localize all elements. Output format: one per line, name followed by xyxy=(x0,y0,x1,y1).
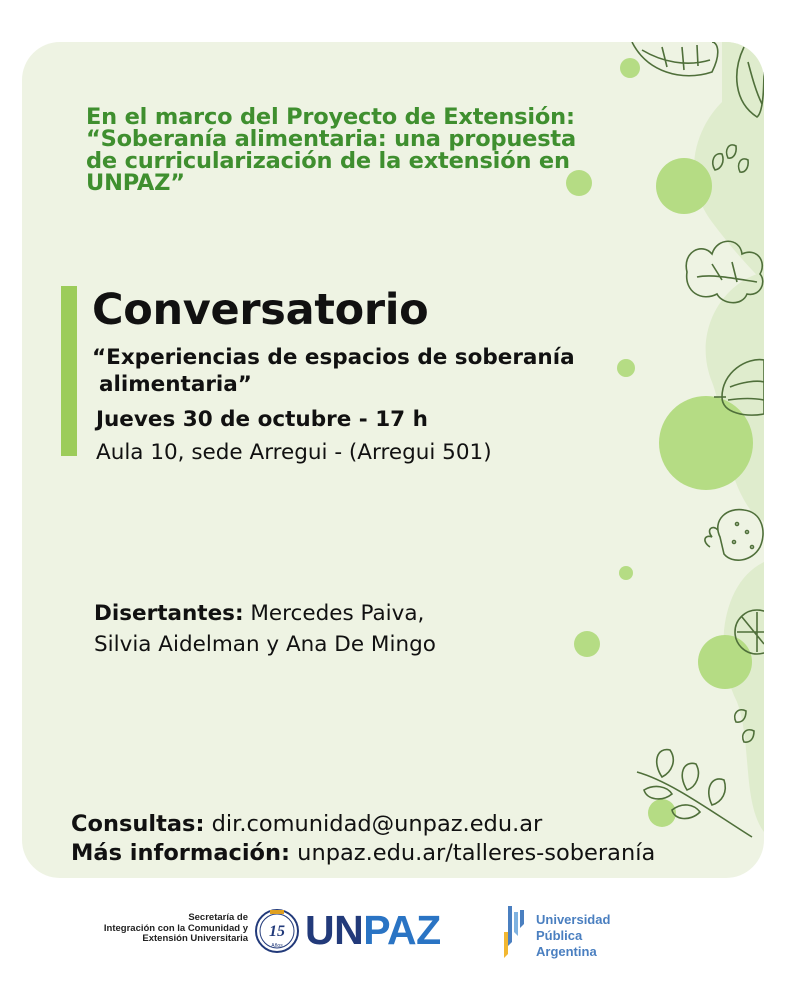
unpaz-logo-un: UN xyxy=(305,907,364,953)
event-title: Conversatorio xyxy=(92,285,429,335)
circle-deco xyxy=(620,58,640,78)
accent-bar xyxy=(61,286,77,456)
speakers-names: Silvia Aidelman y Ana De Mingo xyxy=(94,632,436,657)
universidad-publica-icon xyxy=(500,902,532,960)
green-blob-low xyxy=(723,562,764,832)
circle-deco xyxy=(698,635,752,689)
subtitle-line: “Experiencias de espacios de soberanía xyxy=(92,345,575,370)
speakers-names: Mercedes Paiva, xyxy=(243,601,425,626)
event-date: Jueves 30 de octubre - 17 h xyxy=(96,407,428,432)
speakers xyxy=(94,598,436,660)
project-line: de curricularización de la extensión en xyxy=(86,148,570,174)
green-blob-top xyxy=(694,42,764,282)
project-line: En el marco del Proyecto de Extensión: xyxy=(86,104,575,130)
secretaria-line: Integración con la Comunidad y xyxy=(103,922,248,934)
circle-deco xyxy=(617,359,635,377)
info-url-link[interactable]: unpaz.edu.ar/talleres-soberanía xyxy=(290,840,656,866)
upa-line: Pública xyxy=(536,928,583,943)
consultas-email-link[interactable]: dir.comunidad@unpaz.edu.ar xyxy=(204,811,543,837)
upa-line: Universidad xyxy=(536,912,611,927)
subtitle-line: alimentaria” xyxy=(99,372,252,397)
project-heading xyxy=(86,106,676,194)
info-label: Más información: xyxy=(71,840,291,866)
upa-line: Argentina xyxy=(536,944,597,959)
project-line: UNPAZ” xyxy=(86,170,185,196)
badge-number: 15 xyxy=(269,923,285,940)
secretaria-logo-text xyxy=(100,913,248,945)
circle-deco xyxy=(574,631,600,657)
secretaria-line: Secretaría de xyxy=(188,912,248,923)
event-subtitle xyxy=(92,344,575,398)
anniversary-badge-icon xyxy=(252,906,302,956)
universidad-publica-text xyxy=(536,912,610,960)
consultas-label: Consultas: xyxy=(71,811,205,837)
strawberry-illustration xyxy=(705,510,763,561)
speakers-label: Disertantes: xyxy=(94,601,244,626)
project-line: “Soberanía alimentaria: una propuesta xyxy=(86,126,576,152)
event-place: Aula 10, sede Arregui - (Arregui 501) xyxy=(96,440,492,465)
contact-info xyxy=(71,810,655,868)
badge-caption: Años xyxy=(271,943,283,949)
circle-deco xyxy=(619,566,633,580)
secretaria-line: Extensión Universitaria xyxy=(142,933,248,944)
unpaz-logo-paz: PAZ xyxy=(363,907,441,953)
circle-deco xyxy=(659,396,753,490)
unpaz-logo xyxy=(305,905,441,955)
